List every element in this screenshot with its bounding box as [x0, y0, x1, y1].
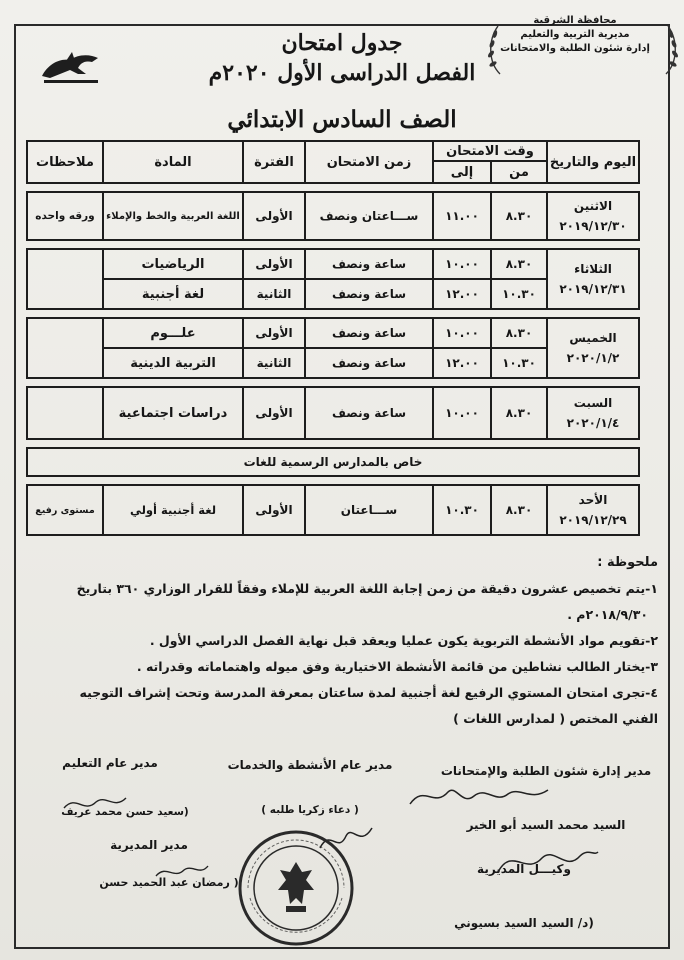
- subject-cell: التربية الدينية: [103, 348, 243, 378]
- period-cell: الثانية: [243, 348, 305, 378]
- from-cell: ٨.٣٠: [491, 318, 547, 348]
- activities-manager-signature: [210, 758, 410, 816]
- subject-cell: اللغة العربية والخط والإملاء: [103, 192, 243, 240]
- education-manager-name: (سعيد حسن محمد عريف: [61, 806, 189, 818]
- directorate-manager-name: ( رمضان عبد الحميد حسن: [99, 876, 239, 889]
- to-cell: ١٠.٣٠: [433, 485, 491, 535]
- notes-cell: ورقه واحده: [27, 192, 103, 240]
- duration-cell: ســـاعتان: [305, 485, 433, 535]
- deputy-name: (د/ السيد السيد بسيوني: [454, 916, 594, 930]
- document-title: جدول امتحان: [281, 30, 403, 56]
- department-label: إدارة شئون الطلبة والامتحانات: [500, 43, 650, 54]
- day-date-cell: الثلاثاء ٢٠١٩/١٢/٣١: [547, 249, 639, 309]
- table-row: [27, 249, 639, 279]
- duration-cell: ساعة ونصف: [305, 318, 433, 348]
- day-date-cell: الخميس ٢٠٢٠/١/٢: [547, 318, 639, 378]
- to-cell: ١٢.٠٠: [433, 348, 491, 378]
- to-cell: ١٠.٠٠: [433, 387, 491, 439]
- period-cell: الأولى: [243, 318, 305, 348]
- table-row: [27, 192, 639, 240]
- activities-manager-title: مدير عام الأنشطة والخدمات: [227, 758, 393, 772]
- handwritten-signature-icon: [60, 790, 130, 816]
- period-cell: الأولى: [243, 249, 305, 279]
- special-label-row: [27, 448, 639, 476]
- exam-schedule-table: [26, 140, 640, 536]
- exams-manager-title: مدير إدارة شئون الطلبة والإمتحانات: [440, 764, 652, 778]
- header-subject: المادة: [103, 141, 243, 183]
- notes-section: [28, 550, 658, 732]
- to-cell: ١٠.٠٠: [433, 249, 491, 279]
- subject-cell: دراسات اجتماعية: [103, 387, 243, 439]
- day-date-cell: السبت ٢٠٢٠/١/٤: [547, 387, 639, 439]
- from-cell: ٨.٣٠: [491, 249, 547, 279]
- duration-cell: ساعة ونصف: [305, 279, 433, 309]
- governorate-label: محافظة الشرقية: [533, 15, 617, 26]
- period-cell: الأولى: [243, 192, 305, 240]
- duration-cell: ساعة ونصف: [305, 387, 433, 439]
- language-schools-label: خاص بالمدارس الرسمية للغات: [27, 448, 639, 476]
- handwritten-signature-icon: [492, 842, 602, 882]
- header-notes: ملاحظات: [27, 141, 103, 183]
- to-cell: ١٠.٠٠: [433, 318, 491, 348]
- deputy-title: وكيـــل المديرية: [477, 862, 571, 876]
- notes-cell: مستوى رفيع: [27, 485, 103, 535]
- from-cell: ٨.٣٠: [491, 485, 547, 535]
- notes-cell: [27, 249, 103, 309]
- from-cell: ٨.٣٠: [491, 192, 547, 240]
- from-cell: ١٠.٣٠: [491, 279, 547, 309]
- notes-title: ملحوظة :: [597, 555, 658, 570]
- table-row: [27, 387, 639, 439]
- education-manager-title: مدير عام التعليم: [62, 756, 158, 770]
- handwritten-signature-icon: [404, 778, 554, 814]
- note-item: ٤-تجرى امتحان المستوي الرفيع لغة أجنبية لمدة ساعتان بمعرفة المدرسة وتحت إشراف التوجيه: [79, 685, 658, 700]
- note-item: ٢-تقويم مواد الأنشطة التربوية يكون عمليا ويعقد قبل نهاية الفصل الدراسي الأول .: [149, 633, 658, 648]
- semester-title: الفصل الدراسى الأول ٢٠٢٠م: [208, 60, 476, 86]
- notes-cell: [27, 318, 103, 378]
- to-cell: ١٢.٠٠: [433, 279, 491, 309]
- header-duration: زمن الامتحان: [305, 141, 433, 183]
- duration-cell: ســـاعتان ونصف: [305, 192, 433, 240]
- to-cell: ١١.٠٠: [433, 192, 491, 240]
- directorate-manager-title: مدير المديرية: [110, 838, 188, 852]
- subject-cell: الرياضيات: [103, 249, 243, 279]
- period-cell: الثانية: [243, 279, 305, 309]
- exams-manager-name: السيد محمد السيد أبو الخير: [466, 818, 626, 832]
- subject-cell: علـــوم: [103, 318, 243, 348]
- table-row: [27, 318, 639, 348]
- header-period: الفترة: [243, 141, 305, 183]
- period-cell: الأولى: [243, 387, 305, 439]
- activities-manager-name: ( دعاء زكريا طلبه ): [261, 804, 359, 816]
- from-cell: ١٠.٣٠: [491, 348, 547, 378]
- header-to: إلى: [433, 161, 491, 183]
- header-exam-time: وقت الامتحان: [433, 141, 547, 161]
- header-day-date: اليوم والتاريخ: [547, 141, 639, 183]
- note-item: الفني المختص ( لمدارس اللغات ): [453, 711, 658, 726]
- table-row: [27, 485, 639, 535]
- note-item: ٢٠١٨/٩/٣٠م .: [567, 607, 648, 622]
- official-seal-stamp: [236, 828, 356, 948]
- subject-cell: لغة أجنبية أولي: [103, 485, 243, 535]
- table-header-row: [27, 141, 639, 161]
- directorate-label: مديرية التربية والتعليم: [520, 29, 630, 40]
- notes-cell: [27, 387, 103, 439]
- subject-cell: لغة أجنبية: [103, 279, 243, 309]
- day-date-cell: الاثنين ٢٠١٩/١٢/٣٠: [547, 192, 639, 240]
- duration-cell: ساعة ونصف: [305, 249, 433, 279]
- period-cell: الأولى: [243, 485, 305, 535]
- header-from: من: [491, 161, 547, 183]
- handwritten-signature-icon: [152, 860, 212, 882]
- duration-cell: ساعة ونصف: [305, 348, 433, 378]
- from-cell: ٨.٣٠: [491, 387, 547, 439]
- note-item: ٣-يختار الطالب نشاطين من قائمة الأنشطة الاختيارية وفق ميوله واهتماماته وقدراته .: [136, 659, 658, 674]
- note-item: ١-يتم تخصيص عشرون دقيقة من زمن إجابة اللغة العربية للإملاء وفقاً للقرار الوزاري ٣٦٠ بتاريخ: [76, 581, 658, 596]
- grade-title: الصف السادس الابتدائي: [227, 106, 457, 133]
- day-date-cell: الأحد ٢٠١٩/١٢/٢٩: [547, 485, 639, 535]
